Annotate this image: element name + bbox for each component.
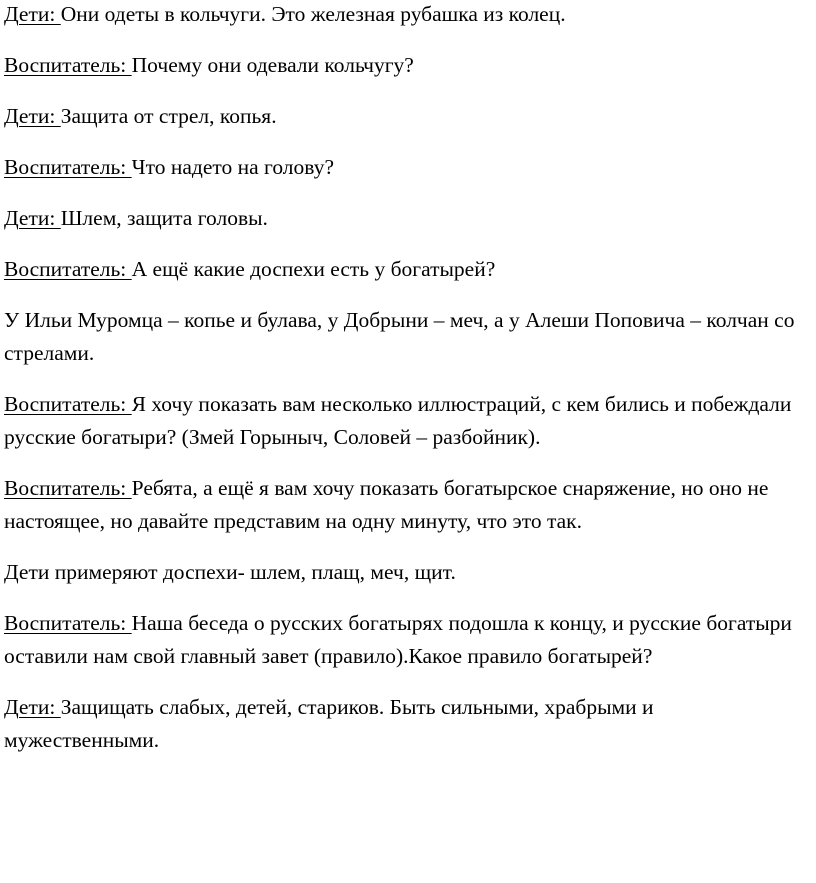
paragraph-text: Ребята, а ещё я вам хочу показать богатырское снаряжение, но оно не настоящее, но давайте представим на одну минуту, что это так. [4,476,769,533]
paragraph-4 [4,151,810,184]
paragraph-text: Защищать слабых, детей, стариков. Быть сильными, храбрыми и мужественными. [4,695,654,752]
speaker-label: Воспитатель: [4,155,132,179]
paragraph-text: А ещё какие доспехи есть у богатырей? [131,257,496,281]
paragraph-text: Дети примеряют доспехи- шлем, плащ, меч, щит. [4,560,456,584]
speaker-label: Воспитатель: [4,611,132,635]
paragraph-text: Они одеты в кольчуги. Это железная рубашка из колец. [60,2,566,26]
paragraph-text: Шлем, защита головы. [60,206,268,230]
paragraph-text: У Ильи Муромца – копье и булава, у Добрыни – меч, а у Алеши Поповича – колчан со стрелами. [4,308,795,365]
paragraph-10 [4,556,810,589]
paragraph-text: Защита от стрел, копья. [60,104,277,128]
document-body [4,0,810,757]
paragraph-8 [4,388,810,454]
paragraph-1 [4,0,810,31]
paragraph-text: Наша беседа о русских богатырях подошла к концу, и русские богатыри оставили нам свой главный завет (правило).Какое правило богатырей? [4,611,792,668]
speaker-label: Воспитатель: [4,53,132,77]
speaker-label: Дети: [4,206,61,230]
paragraph-11 [4,607,810,673]
paragraph-7 [4,304,810,370]
paragraph-12 [4,691,810,757]
paragraph-text: Я хочу показать вам несколько иллюстраций, с кем бились и побеждали русские богатыри? (Змей Горыныч, Соловей – разбойник). [4,392,792,449]
speaker-label: Дети: [4,695,61,719]
paragraph-3 [4,100,810,133]
paragraph-6 [4,253,810,286]
paragraph-9 [4,472,810,538]
speaker-label: Воспитатель: [4,392,132,416]
paragraph-text: Что надето на голову? [131,155,334,179]
speaker-label: Воспитатель: [4,476,132,500]
paragraph-2 [4,49,810,82]
speaker-label: Дети: [4,104,61,128]
paragraph-text: Почему они одевали кольчугу? [131,53,414,77]
speaker-label: Дети: [4,2,61,26]
paragraph-5 [4,202,810,235]
speaker-label: Воспитатель: [4,257,132,281]
